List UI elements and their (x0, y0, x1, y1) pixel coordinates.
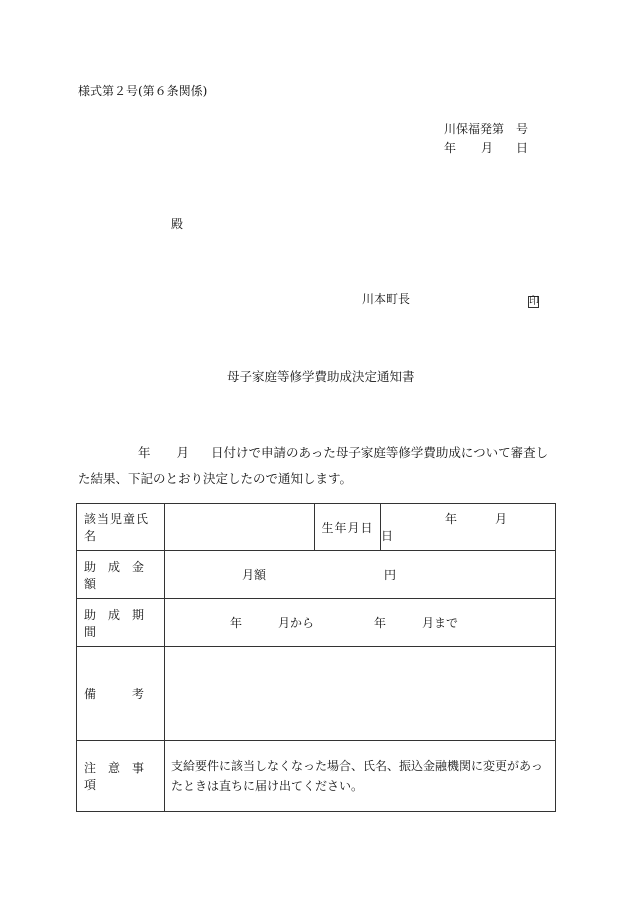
row-child-name (77, 504, 556, 551)
issue-date (444, 141, 528, 155)
document-title: 母子家庭等修学費助成決定通知書 (227, 369, 415, 384)
issue-date-month: 月 (481, 141, 494, 155)
birth-year-label: 年 (445, 512, 458, 526)
period-label: 助 成 期 間 (77, 599, 165, 647)
issuer-name: 川本町長 (362, 292, 411, 306)
body-text: 日付けで申請のあった母子家庭等修学費助成について審査した結果、下記のとおり決定したので通知します。 (78, 445, 549, 486)
amount-monthly-label: 月額 (242, 568, 267, 582)
form-number: 様式第２号(第６条関係) (78, 84, 208, 98)
period-end-month: 月まで (422, 616, 459, 630)
amount-label: 助 成 金 額 (77, 551, 165, 599)
child-name-value[interactable] (165, 504, 315, 551)
decision-table (76, 503, 556, 812)
birth-day-label: 日 (381, 529, 394, 543)
period-start-year: 年 (230, 616, 243, 630)
child-name-label: 該当児童氏名 (77, 504, 165, 551)
body-paragraph (78, 440, 558, 492)
birth-month-label: 月 (495, 512, 508, 526)
row-period (77, 599, 556, 647)
addressee-suffix: 殿 (171, 217, 184, 231)
row-remarks (77, 647, 556, 741)
body-year: 年 (138, 445, 151, 460)
issue-number: 川保福発第 号 (444, 122, 529, 136)
notice-label: 注 意 事 項 (77, 741, 165, 812)
period-end-year: 年 (374, 616, 387, 630)
issue-date-year: 年 (444, 141, 457, 155)
body-month: 月 (176, 445, 190, 460)
seal-icon: 印 (529, 296, 539, 307)
row-notice (77, 741, 556, 812)
birth-date-label: 生年月日 (315, 504, 381, 551)
period-start-month: 月から (278, 616, 315, 630)
remarks-value[interactable] (165, 647, 556, 741)
seal-mark (528, 293, 539, 308)
period-value[interactable] (165, 599, 556, 647)
remarks-label: 備 考 (77, 647, 165, 741)
amount-unit-label: 円 (384, 568, 397, 582)
row-amount (77, 551, 556, 599)
birth-date-value[interactable] (381, 504, 556, 551)
notice-text: 支給要件に該当しなくなった場合、氏名、振込金融機関に変更があったときは直ちに届け出てください。 (165, 741, 556, 812)
amount-value[interactable] (165, 551, 556, 599)
issue-date-day: 日 (516, 141, 529, 155)
